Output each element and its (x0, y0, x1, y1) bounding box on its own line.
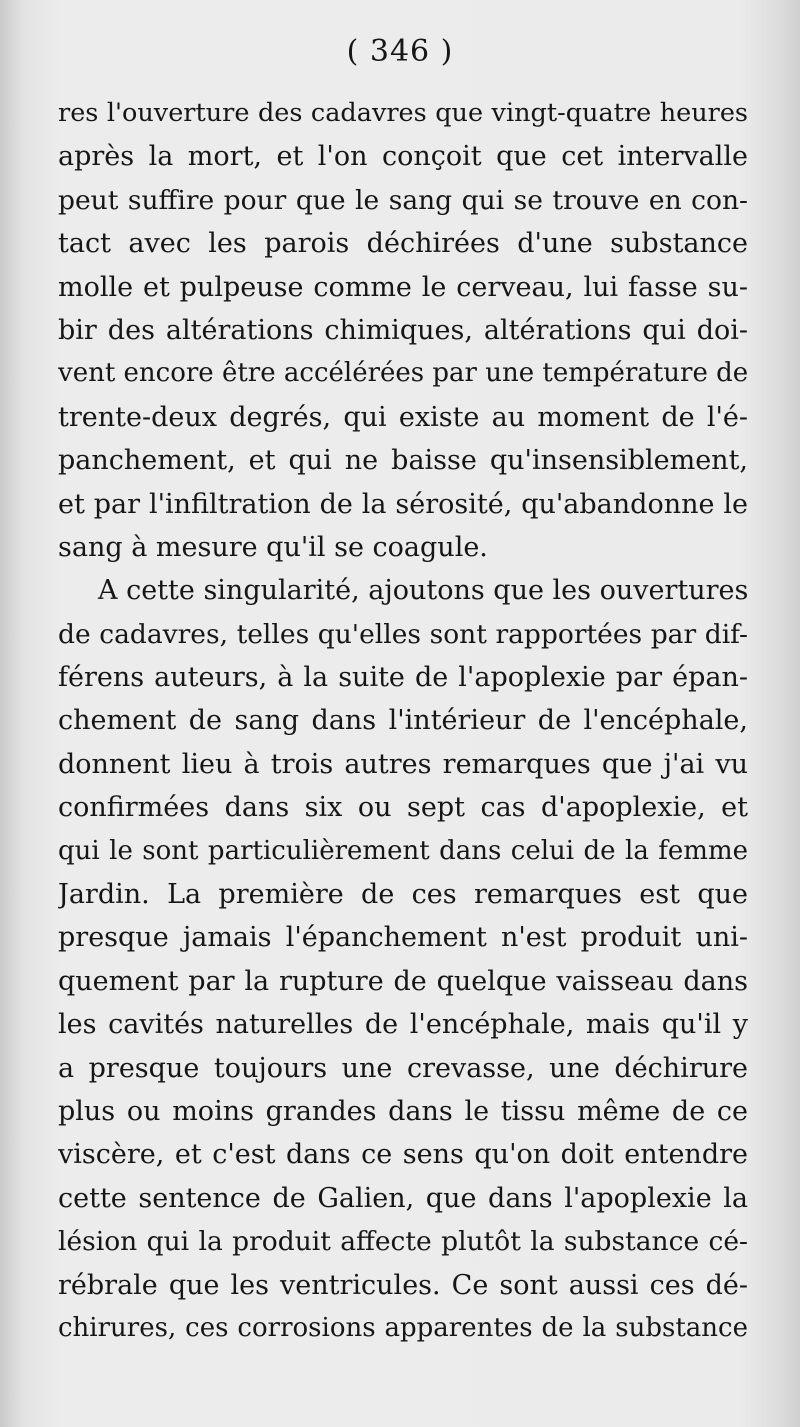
text-line: Jardin. La première de ces remarques est que (58, 879, 748, 911)
text-line: bir des altérations chimiques, altérations qui doi- (58, 314, 748, 346)
text-line: molle et pulpeuse comme le cerveau, lui fasse su- (58, 271, 748, 303)
text-line: quement par la rupture de quelque vaisseau dans (58, 965, 748, 997)
text-line: panchement, et qui ne baisse qu'insensiblement, (58, 445, 748, 477)
text-line: cette sentence de Galien, que dans l'apoplexie la (58, 1182, 748, 1214)
body-text (58, 92, 748, 1350)
text-line: de cadavres, telles qu'elles sont rapportées par dif- (58, 618, 748, 650)
text-line: trente-deux degrés, qui existe au moment de l'é- (58, 401, 748, 433)
text-line: presque jamais l'épanchement n'est produit uni- (58, 922, 748, 954)
text-line: peut suffire pour que le sang qui se trouve en con- (58, 184, 748, 216)
text-line: confirmées dans six ou sept cas d'apoplexie, et (58, 792, 748, 824)
text-line: chement de sang dans l'intérieur de l'encéphale, (58, 705, 748, 737)
text-line: donnent lieu à trois autres remarques que j'ai vu (58, 748, 748, 780)
text-line: vent encore être accélérées par une température de (58, 358, 748, 389)
text-line: chirures, ces corrosions apparentes de la substance (58, 1312, 748, 1343)
text-line: A cette singularité, ajoutons que les ouvertures (98, 575, 748, 607)
text-line: tact avec les parois déchirées d'une substance (58, 228, 748, 260)
text-line: après la mort, et l'on conçoit que cet intervalle (58, 141, 748, 173)
text-line: qui le sont particulièrement dans celui de la femme (58, 835, 748, 866)
text-line: et par l'infiltration de la sérosité, qu'abandonne le (58, 488, 748, 520)
text-line: sang à mesure qu'il se coagule. (58, 531, 488, 563)
text-line: rébrale que les ventricules. Ce sont aussi ces dé- (58, 1269, 748, 1301)
text-line: viscère, et c'est dans ce sens qu'on doit entendre (58, 1139, 748, 1171)
text-line: a presque toujours une crevasse, une déchirure (58, 1052, 748, 1084)
text-line: lésion qui la produit affecte plutôt la substance cé- (58, 1226, 748, 1258)
text-line: férens auteurs, à la suite de l'apoplexie par épan- (58, 662, 748, 694)
text-line: plus ou moins grandes dans le tissu même de ce (58, 1095, 748, 1127)
page-number: ( 346 ) (346, 34, 454, 69)
text-line: les cavités naturelles de l'encéphale, mais qu'il y (58, 1009, 748, 1041)
text-line: res l'ouverture des cadavres que vingt-quatre heures (58, 98, 748, 128)
